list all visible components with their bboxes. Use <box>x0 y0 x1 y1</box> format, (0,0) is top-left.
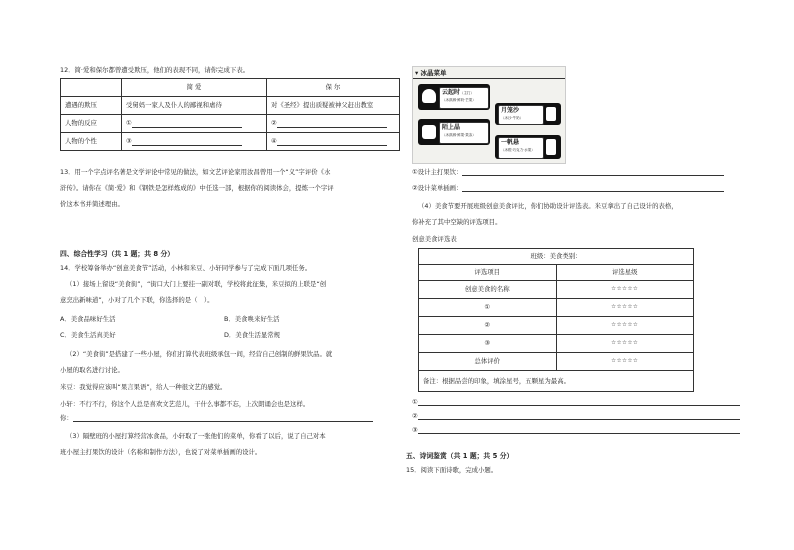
star-rating[interactable]: ☆☆☆☆☆ <box>556 281 694 299</box>
table-header-cell <box>61 79 122 97</box>
menu-item-sub: （冰棍·巧克力·水果） <box>501 147 535 152</box>
option-c[interactable]: C．美食生活真美好 <box>60 331 116 339</box>
design2-label: ②设计菜单插画： <box>412 184 463 192</box>
star-rating[interactable]: ☆☆☆☆☆ <box>556 353 694 371</box>
ni-answer <box>60 414 373 422</box>
form-col-row <box>419 265 694 281</box>
blank-marker: ② <box>271 119 277 128</box>
bowl-icon <box>422 89 436 103</box>
design1-label: ①设计主打果饮： <box>412 168 463 176</box>
dessert-icon <box>422 125 436 139</box>
form-col-item: 评选项目 <box>419 265 557 281</box>
blank-marker: ③ <box>126 137 132 146</box>
q14-1-line1: （1）接场上留设“美食街”，“街口大门上要挂一副对联，学校将此征集，米豆拟的上联是“创 <box>66 280 327 288</box>
design1 <box>412 168 724 176</box>
menu-divider <box>413 78 565 79</box>
design2 <box>412 184 724 192</box>
answer-label: ① <box>412 398 418 406</box>
ice-cream-icon: ▾ <box>415 69 419 77</box>
answer-line[interactable] <box>418 398 740 406</box>
option-b[interactable]: B．美食唤来好生活 <box>224 315 280 323</box>
jane-cell <box>122 133 267 151</box>
section5-title: 五、诗词鉴赏（共 1 题；共 5 分） <box>406 452 514 460</box>
menu-item-1 <box>439 87 489 109</box>
q14-3-line2: 班小屋主打果饮的设计（名称和制作方法），也说了对菜单插画的设计。 <box>60 448 262 456</box>
answer-line[interactable] <box>418 412 740 420</box>
row-label: 遭遇的欺压 <box>61 97 122 115</box>
q13-line3: 价这本书并简述理由。 <box>60 200 124 208</box>
form-row <box>419 335 694 353</box>
star-rating[interactable]: ☆☆☆☆☆ <box>556 299 694 317</box>
menu-item-sub: （冰沙·牛奶） <box>501 115 524 120</box>
menu-item-sub: （冰淇淋·鲜果·果冻） <box>442 132 476 137</box>
q4-line1: （4）美食节要开展班级创意美食评比，你们协助设计评选表。米豆拿出了自己设计的表格， <box>418 202 678 210</box>
answer-line[interactable] <box>418 426 740 434</box>
form-row <box>419 317 694 335</box>
form-row <box>419 281 694 299</box>
menu-title-text: 冰晶菜单 <box>420 69 447 77</box>
form-header: 班级：美食类别： <box>419 249 694 265</box>
q4-line2: 你补充了其中空缺的评选项目。 <box>412 218 502 226</box>
form-row-label: ② <box>419 317 557 335</box>
q13-line1: 13．用一个字点评名著是文学评论中常见的做法，如文艺评论家用汝昌曾用一个“义”字评价《水 <box>60 168 331 176</box>
answer-line[interactable] <box>132 138 242 146</box>
option-d[interactable]: D．美食生活显常规 <box>224 331 281 339</box>
design2-answer-line[interactable] <box>462 184 724 192</box>
form-note: 备注：根据品尝的印象，填涂星号，五颗星为最高。 <box>419 371 694 392</box>
pavel-cell: 对《圣经》提出质疑被神父赶出教室 <box>267 97 400 115</box>
row-label: 人物的个性 <box>61 133 122 151</box>
table-header-row <box>61 79 400 97</box>
menu-item-4 <box>498 137 544 159</box>
form-note-row <box>419 371 694 392</box>
menu-item-name: 一帆悬 <box>501 139 520 146</box>
blank-marker: ④ <box>271 137 277 146</box>
answer-label: ③ <box>412 426 418 434</box>
pavel-cell <box>267 115 400 133</box>
evaluation-form <box>418 248 694 392</box>
answer-3 <box>412 426 740 434</box>
q14-intro: 14．学校筹备举办“创意美食节”活动，小林和米豆、小轩同学参与了完成下面几项任务。 <box>60 264 312 272</box>
star-rating[interactable]: ☆☆☆☆☆ <box>556 335 694 353</box>
form-col-stars: 评选星级 <box>556 265 694 281</box>
jane-cell <box>122 115 267 133</box>
answer-line[interactable] <box>132 120 242 128</box>
menu-title <box>415 69 447 77</box>
form-row <box>419 353 694 371</box>
menu-item-name: 陌上晶 <box>442 124 461 131</box>
form-row <box>419 299 694 317</box>
ni-answer-line[interactable] <box>73 414 373 422</box>
menu-item-3 <box>439 122 489 144</box>
answer-line[interactable] <box>277 138 387 146</box>
comparison-table <box>60 78 400 151</box>
q14-1-line2: 意烹出新味道”，小对了几个下联，你选择的是（ ）。 <box>60 296 214 304</box>
table-header-cell: 简 爱 <box>122 79 267 97</box>
answer-label: ② <box>412 412 418 420</box>
answer-1 <box>412 398 740 406</box>
ni-label: 你： <box>60 414 73 422</box>
q14-2-line1: （2）“美食街”是搭建了一些小屋，你们打算代表班级承包一间，经营自己创制的鲜果饮品。就 <box>66 350 333 358</box>
table-row <box>61 133 400 151</box>
q15-prompt: 15．阅读下面诗歌，完成小题。 <box>406 466 498 474</box>
form-row-label: ③ <box>419 335 557 353</box>
menu-item-sub: （冰淇淋·鲜奶·芒果） <box>442 97 476 102</box>
form-row-label: 总体评价 <box>419 353 557 371</box>
table-row <box>61 115 400 133</box>
xiaoxuan-line: 小轩：不行不行，你这个人总是喜欢文艺范儿，干什么事都不忘，上次朗诵会也是这样。 <box>60 400 310 408</box>
row-label: 人物的反应 <box>61 115 122 133</box>
menu-item-note: （主打） <box>460 91 475 95</box>
q14-3-line1: （3）隔壁班的小屋打算经营冰食品，小轩取了一张他们的菜单，你看了以后，说了自己对本 <box>66 432 326 440</box>
design1-answer-line[interactable] <box>462 168 724 176</box>
menu-item-name: 月笼沙 <box>501 107 520 114</box>
star-rating[interactable]: ☆☆☆☆☆ <box>556 317 694 335</box>
q12-prompt: 12．简·爱和保尔都曾遭受欺压，他们的表现不同，请你完成下表。 <box>60 66 250 74</box>
option-a[interactable]: A．美食品味好生活 <box>60 315 116 323</box>
q14-2-line2: 小屋的取名进行讨论。 <box>60 366 124 374</box>
section4-title: 四、综合性学习（共 1 题；共 8 分） <box>60 250 175 258</box>
form-header-row <box>419 249 694 265</box>
form-title: 创意美食评选表 <box>412 235 457 243</box>
menu-image <box>412 66 566 164</box>
menu-item-2 <box>498 105 544 125</box>
pavel-cell <box>267 133 400 151</box>
midou-line: 米豆：我觉得应该叫“果言果语”，给人一种很文艺的感觉。 <box>60 383 227 391</box>
table-header-cell: 保 尔 <box>267 79 400 97</box>
answer-2 <box>412 412 740 420</box>
jane-cell: 受舅妈一家人及仆人的鄙视和虐待 <box>122 97 267 115</box>
blank-marker: ① <box>126 119 132 128</box>
cup-icon <box>546 107 556 121</box>
form-row-label: ① <box>419 299 557 317</box>
menu-item-name: 云起时 <box>442 89 461 96</box>
answer-line[interactable] <box>277 120 387 128</box>
popsicle-icon <box>546 139 556 155</box>
table-row <box>61 97 400 115</box>
form-row-label: 创意美食的名称 <box>419 281 557 299</box>
q13-line2: 浒传》。请你在《简·爱》和《钢铁是怎样炼成的》中任选一部，根据你的阅读体会，提炼一个字评 <box>60 184 334 192</box>
